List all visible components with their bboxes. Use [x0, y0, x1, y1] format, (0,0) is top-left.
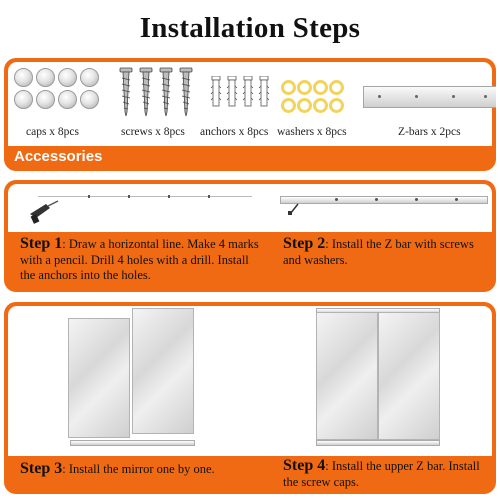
- washer-icon: [297, 98, 312, 113]
- screw-icon: [120, 68, 192, 116]
- washer-icon: [297, 80, 312, 95]
- lower-z-bar: [70, 440, 195, 446]
- steps-3-4-panel: [4, 302, 496, 494]
- mirror-panel: [378, 312, 440, 440]
- screws-label: screws x 8pcs: [121, 126, 185, 138]
- screws-group: [116, 66, 198, 120]
- step-3-heading: Step 3: [20, 460, 63, 477]
- cap-icon: [80, 68, 99, 87]
- step-1-body: : Draw a horizontal line. Make 4 marks with a pencil. Drill 4 holes with a drill. Install the anchors into the holes.: [20, 237, 259, 282]
- washer-icon: [313, 80, 328, 95]
- anchor-icon: [211, 76, 269, 106]
- washer-icon: [329, 80, 344, 95]
- step-4-heading: Step 4: [283, 457, 326, 474]
- cap-icon: [14, 90, 33, 109]
- drill-icon: [26, 200, 60, 224]
- washer-icon: [281, 80, 296, 95]
- pencil-line: [38, 196, 252, 197]
- z-bar-icon: [363, 86, 496, 108]
- steps-1-2-illustration: [8, 184, 492, 232]
- screwdriver-icon: [288, 202, 300, 216]
- steps-1-2-panel: [4, 180, 496, 292]
- cap-icon: [36, 90, 55, 109]
- anchors-label: anchors x 8pcs: [200, 126, 269, 138]
- page-title: Installation Steps: [139, 12, 361, 44]
- step-4-body: : Install the upper Z bar. Install the screw caps.: [283, 459, 480, 489]
- steps-3-4-illustration: [8, 306, 492, 456]
- mirror-panel: [68, 318, 130, 438]
- step-3-body: : Install the mirror one by one.: [62, 462, 215, 476]
- step-2-text: [283, 236, 483, 268]
- anchors-group: [208, 76, 276, 120]
- mirror-panel: [316, 312, 378, 440]
- mirror-panel: [132, 308, 194, 434]
- washer-icon: [329, 98, 344, 113]
- cap-icon: [36, 68, 55, 87]
- z-bars-label: Z-bars x 2pcs: [398, 126, 461, 138]
- accessories-items-area: [8, 62, 492, 146]
- step-1-text: [20, 236, 260, 284]
- step-3-text: [20, 461, 270, 478]
- caps-label: caps x 8pcs: [26, 126, 80, 138]
- accessories-panel: [4, 58, 496, 171]
- washers-label: washers x 8pcs: [277, 126, 347, 138]
- washer-icon: [281, 98, 296, 113]
- lower-z-bar: [316, 440, 440, 446]
- step-2-heading: Step 2: [283, 235, 326, 252]
- cap-icon: [80, 90, 99, 109]
- step-2-body: : Install the Z bar with screws and washers.: [283, 237, 474, 267]
- washer-icon: [313, 98, 328, 113]
- accessories-label: Accessories: [14, 148, 103, 165]
- step-1-heading: Step 1: [20, 235, 63, 252]
- cap-icon: [58, 90, 77, 109]
- cap-icon: [14, 68, 33, 87]
- cap-icon: [58, 68, 77, 87]
- step-4-text: [283, 458, 488, 490]
